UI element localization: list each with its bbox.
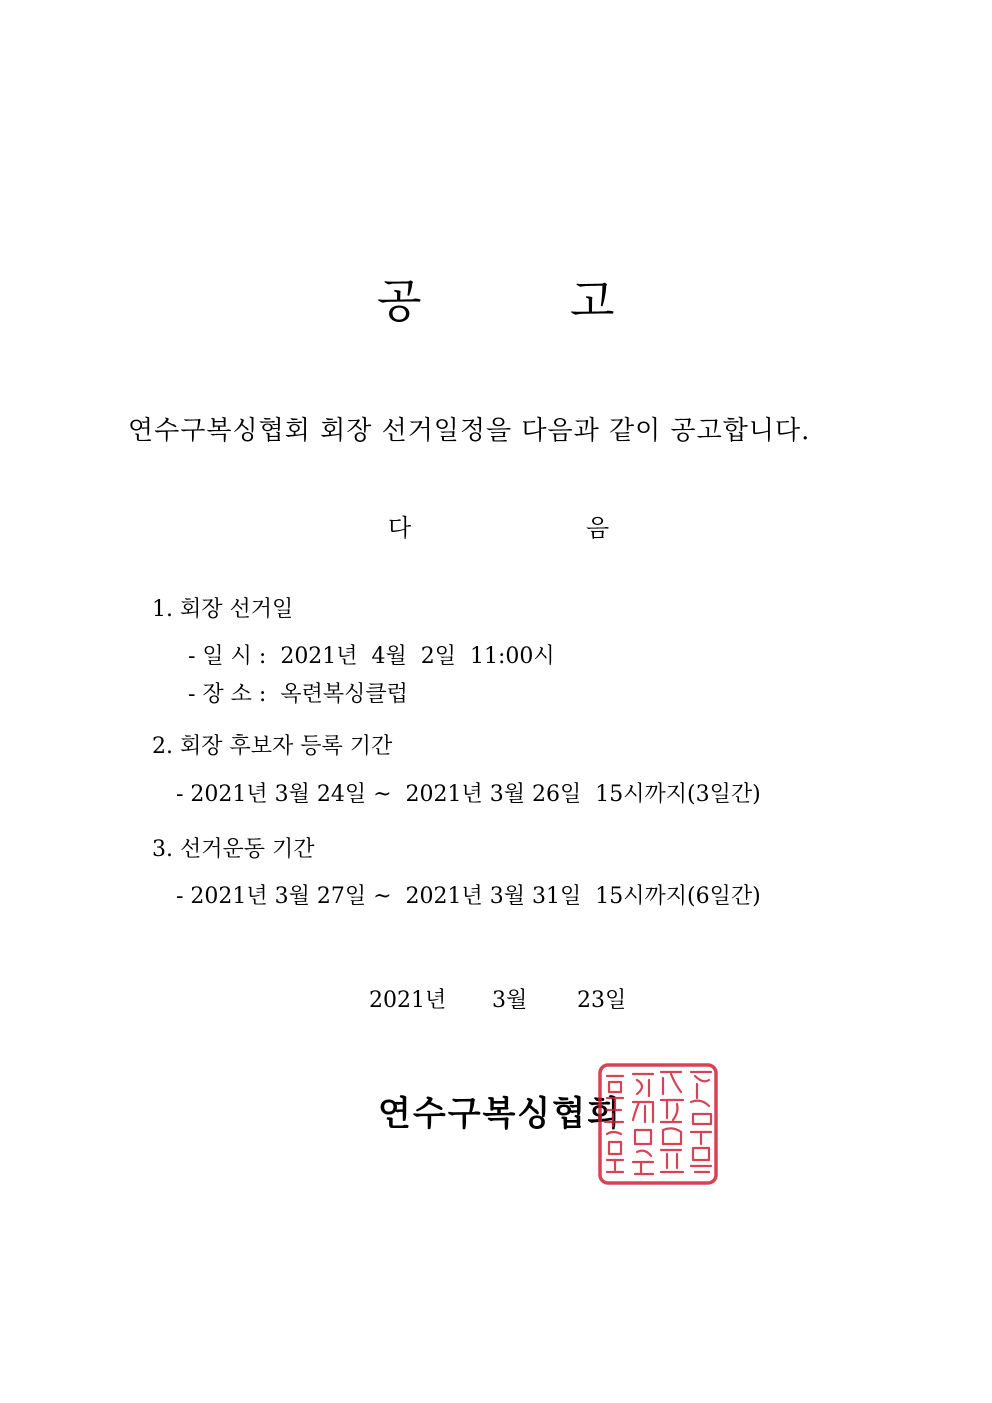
intro-text: 연수구복싱협회 회장 선거일정을 다음과 같이 공고합니다. (128, 416, 811, 446)
title-char-1: 공 (377, 274, 422, 328)
section-3-heading: 3. 선거운동 기간 (152, 837, 315, 862)
section-1-item-datetime: - 일 시 : 2021년 4월 2일 11:00시 (188, 644, 555, 669)
section-1-heading: 1. 회장 선거일 (152, 597, 294, 622)
title-char-2: 고 (570, 274, 615, 328)
date-month: 3월 (492, 988, 528, 1013)
section-2-heading: 2. 회장 후보자 등록 기간 (152, 734, 393, 759)
official-seal-stamp (597, 1062, 719, 1186)
organization-name: 연수구복싱협회 (378, 1094, 622, 1134)
section-1-item-place: - 장 소 : 옥련복싱클럽 (188, 682, 408, 707)
section-2-item-period: - 2021년 3월 24일 ~ 2021년 3월 26일 15시까지(3일간) (176, 782, 761, 807)
date-year: 2021년 (369, 988, 447, 1013)
section-3-item-period: - 2021년 3월 27일 ~ 2021년 3월 31일 15시까지(6일간) (176, 884, 761, 909)
da-eum-char-1: 다 (388, 514, 412, 542)
date-day: 23일 (577, 988, 627, 1013)
da-eum-char-2: 음 (586, 514, 610, 542)
